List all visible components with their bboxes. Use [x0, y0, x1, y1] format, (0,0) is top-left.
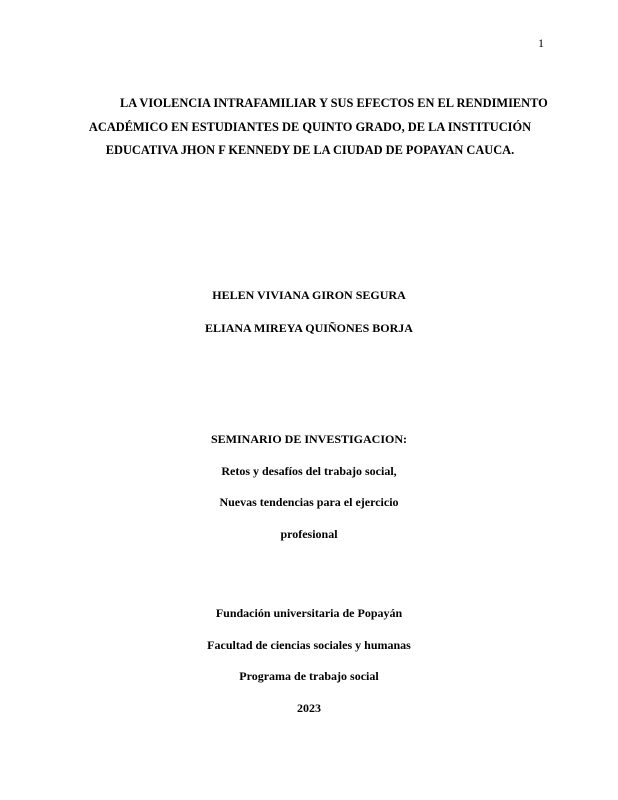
institution-block	[0, 598, 618, 724]
publication-year: 2023	[297, 700, 321, 715]
university-name: Fundación universitaria de Popayán	[215, 606, 403, 620]
seminar-block	[0, 424, 618, 550]
program-name: Programa de trabajo social	[239, 669, 379, 683]
title-line-1: LA VIOLENCIA INTRAFAMILIAR Y SUS EFECTOS EN EL RENDIMIENTO	[120, 96, 548, 110]
seminar-line: Nuevas tendencias para el ejercicio	[219, 495, 399, 509]
author-name: ELIANA MIREYA QUIÑONES BORJA	[205, 320, 413, 335]
title-line-2: ACADÉMICO EN ESTUDIANTES DE QUINTO GRADO, DE LA INSTITUCIÓN	[88, 119, 532, 134]
title-line-3: EDUCATIVA JHON F KENNEDY DE LA CIUDAD DE POPAYAN CAUCA.	[105, 143, 515, 157]
authors-block	[0, 279, 618, 344]
document-title	[80, 92, 548, 163]
faculty-name: Facultad de ciencias sociales y humanas	[207, 637, 411, 652]
author-name: HELEN VIVIANA GIRON SEGURA	[212, 288, 406, 302]
seminar-line: Retos y desafíos del trabajo social,	[221, 463, 397, 478]
page-number: 1	[538, 36, 544, 50]
seminar-heading: SEMINARIO DE INVESTIGACION:	[210, 432, 408, 446]
seminar-line: profesional	[280, 526, 338, 541]
